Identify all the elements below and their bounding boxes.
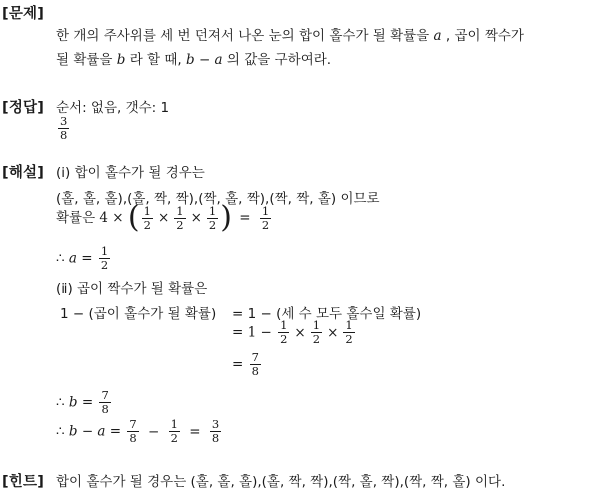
var-a: a xyxy=(433,28,442,44)
problem-text: , 곱이 짝수가 xyxy=(445,28,524,44)
case1-title: (ⅰ) 합이 홀수가 될 경우는 xyxy=(56,165,205,181)
problem-line-1 xyxy=(56,24,524,44)
var-b: b xyxy=(116,52,126,68)
answer-label: [정답] xyxy=(2,100,45,116)
problem-text: 의 값을 구하여라. xyxy=(226,52,332,68)
problem-line-2 xyxy=(56,48,331,68)
problem-text: 한 개의 주사위를 세 번 던져서 나온 눈의 합이 홀수가 될 확률을 xyxy=(56,28,430,44)
case2-row-3: = $\frac{7}{8}$ xyxy=(232,350,259,378)
answer-meta: 순서: 없음, 갯수: 1 xyxy=(56,100,170,116)
answer-fraction: $\frac{3}{8}$ xyxy=(60,114,68,142)
case1-list: (홀, 홀, 홀),(홀, 짝, 짝),(짝, 홀, 짝),(짝, 짝, 홀) 이므로 xyxy=(56,191,380,207)
solution-label: [해설] xyxy=(2,165,45,181)
problem-label: [문제] xyxy=(2,6,45,22)
a-result: ∴ a = $\frac{1}{2}$ xyxy=(56,244,109,272)
case2-row-1-left: 1 − (곱이 홀수가 될 확률) xyxy=(60,306,217,322)
hint-text: 합이 홀수가 될 경우는 (홀, 홀, 홀),(홀, 짝, 짝),(짝, 홀, 짝),(짝, 짝, 홀) 이다. xyxy=(56,474,506,490)
b-result: ∴ b = $\frac{7}{8}$ xyxy=(56,388,109,416)
case2-row-2: = 1 − $\frac{1}{2}$ × $\frac{1}{2}$ × $\frac{1}{2}$ xyxy=(232,318,353,346)
problem-text: 될 확률을 xyxy=(56,52,113,68)
case1-probability: 확률은 4 × ( $\frac{1}{2}$ × $\frac{1}{2}$ × $\frac{1}{2}$ ) = $\frac{1}{2}$ xyxy=(56,200,270,235)
case2-title: (ⅱ) 곱이 짝수가 될 확률은 xyxy=(56,281,208,297)
answer-value xyxy=(56,115,71,142)
problem-text: 라 할 때, xyxy=(129,52,182,68)
expr-b-minus-a: b − a xyxy=(186,52,223,68)
final-result: ∴ b − a = $\frac{7}{8}$ − $\frac{1}{2}$ = $\frac{3}{8}$ xyxy=(56,417,220,445)
hint-label: [힌트] xyxy=(2,474,45,490)
case2-row-1-right: = 1 − (세 수 모두 홀수일 확률) xyxy=(232,306,422,322)
